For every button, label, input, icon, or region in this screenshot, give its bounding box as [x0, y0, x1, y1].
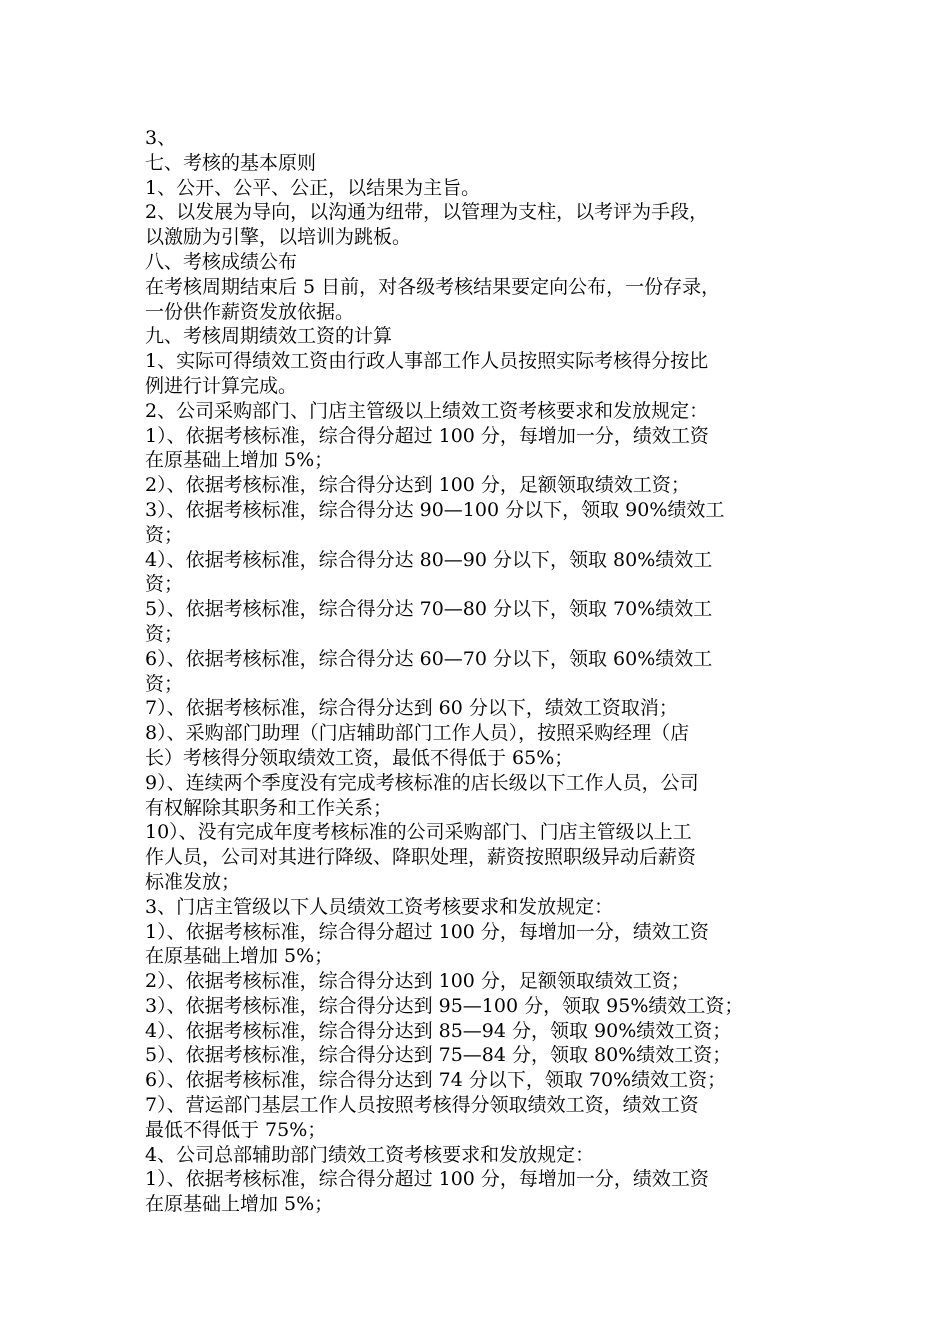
subsection-heading: 3、门店主管级以下人员绩效工资考核要求和发放规定：: [145, 895, 614, 918]
list-item: 6）、依据考核标准，综合得分达到 74 分以下，领取 70%绩效工资；: [145, 1069, 727, 1092]
subsection-heading: 4、公司总部辅助部门绩效工资考核要求和发放规定：: [145, 1143, 595, 1166]
list-item: 7）、营运部门基层工作人员按照考核得分领取绩效工资，绩效工资: [145, 1094, 699, 1117]
text-line: 以激励为引擎，以培训为跳板。: [145, 226, 412, 249]
section-heading: 八、考核成绩公布: [145, 250, 298, 273]
text-line: 1、公开、公平、公正，以结果为主旨。: [145, 176, 481, 199]
section-heading: 七、考核的基本原则: [145, 151, 317, 174]
list-item: 7）、依据考核标准，综合得分达到 60 分以下，绩效工资取消；: [145, 697, 678, 720]
list-item: 5）、依据考核标准，综合得分达 70—80 分以下，领取 70%绩效工: [145, 598, 713, 621]
list-item: 5）、依据考核标准，综合得分达到 75—84 分，领取 80%绩效工资；: [145, 1044, 732, 1067]
list-item: 3）、依据考核标准，综合得分达到 95—100 分，领取 95%绩效工资；: [145, 994, 744, 1017]
list-item: 在原基础上增加 5%；: [145, 1193, 334, 1216]
section-heading: 九、考核周期绩效工资的计算: [145, 325, 393, 348]
list-item: 2）、依据考核标准，综合得分达到 100 分，足额领取绩效工资；: [145, 970, 690, 993]
text-line: 在考核周期结束后 5 日前，对各级考核结果要定向公布，一份存录，: [145, 275, 721, 298]
document-body: [145, 126, 810, 1217]
list-item: 有权解除其职务和工作关系；: [145, 796, 393, 819]
list-item: 资；: [145, 672, 184, 695]
list-item: 1）、依据考核标准，综合得分超过 100 分，每增加一分，绩效工资: [145, 920, 709, 943]
text-line: 2、以发展为导向，以沟通为纽带，以管理为支柱，以考评为手段，: [145, 201, 709, 224]
list-item: 资；: [145, 622, 184, 645]
list-item: 2）、依据考核标准，综合得分达到 100 分，足额领取绩效工资；: [145, 474, 690, 497]
text-line: 3、: [145, 127, 177, 149]
list-item: 1）、依据考核标准，综合得分超过 100 分，每增加一分，绩效工资: [145, 1168, 709, 1191]
text-line: 1、实际可得绩效工资由行政人事部工作人员按照实际考核得分按比: [145, 350, 709, 373]
list-item: 标准发放；: [145, 870, 241, 893]
list-item: 8）、采购部门助理（门店辅助部门工作人员），按照采购经理（店: [145, 722, 690, 745]
list-item: 10）、没有完成年度考核标准的公司采购部门、门店主管级以上工: [145, 821, 692, 844]
list-item: 4）、依据考核标准，综合得分达 80—90 分以下，领取 80%绩效工: [145, 548, 713, 571]
list-item: 6）、依据考核标准，综合得分达 60—70 分以下，领取 60%绩效工: [145, 647, 713, 670]
subsection-heading: 2、公司采购部门、门店主管级以上绩效工资考核要求和发放规定：: [145, 399, 709, 422]
text-line: 一份供作薪资发放依据。: [145, 300, 355, 323]
text-line: 例进行计算完成。: [145, 374, 298, 397]
list-item: 在原基础上增加 5%；: [145, 449, 334, 472]
list-item: 资；: [145, 573, 184, 596]
list-item: 最低不得低于 75%；: [145, 1118, 327, 1141]
list-item: 9）、连续两个季度没有完成考核标准的店长级以下工作人员，公司: [145, 771, 699, 794]
list-item: 4）、依据考核标准，综合得分达到 85—94 分，领取 90%绩效工资；: [145, 1019, 732, 1042]
list-item: 作人员，公司对其进行降级、降职处理，薪资按照职级异动后薪资: [145, 846, 697, 869]
list-item: 1）、依据考核标准，综合得分超过 100 分，每增加一分，绩效工资: [145, 424, 709, 447]
list-item: 长）考核得分领取绩效工资，最低不得低于 65%；: [145, 746, 574, 769]
list-item: 3）、依据考核标准，综合得分达 90—100 分以下，领取 90%绩效工: [145, 498, 725, 521]
list-item: 在原基础上增加 5%；: [145, 945, 334, 968]
list-item: 资；: [145, 523, 184, 546]
